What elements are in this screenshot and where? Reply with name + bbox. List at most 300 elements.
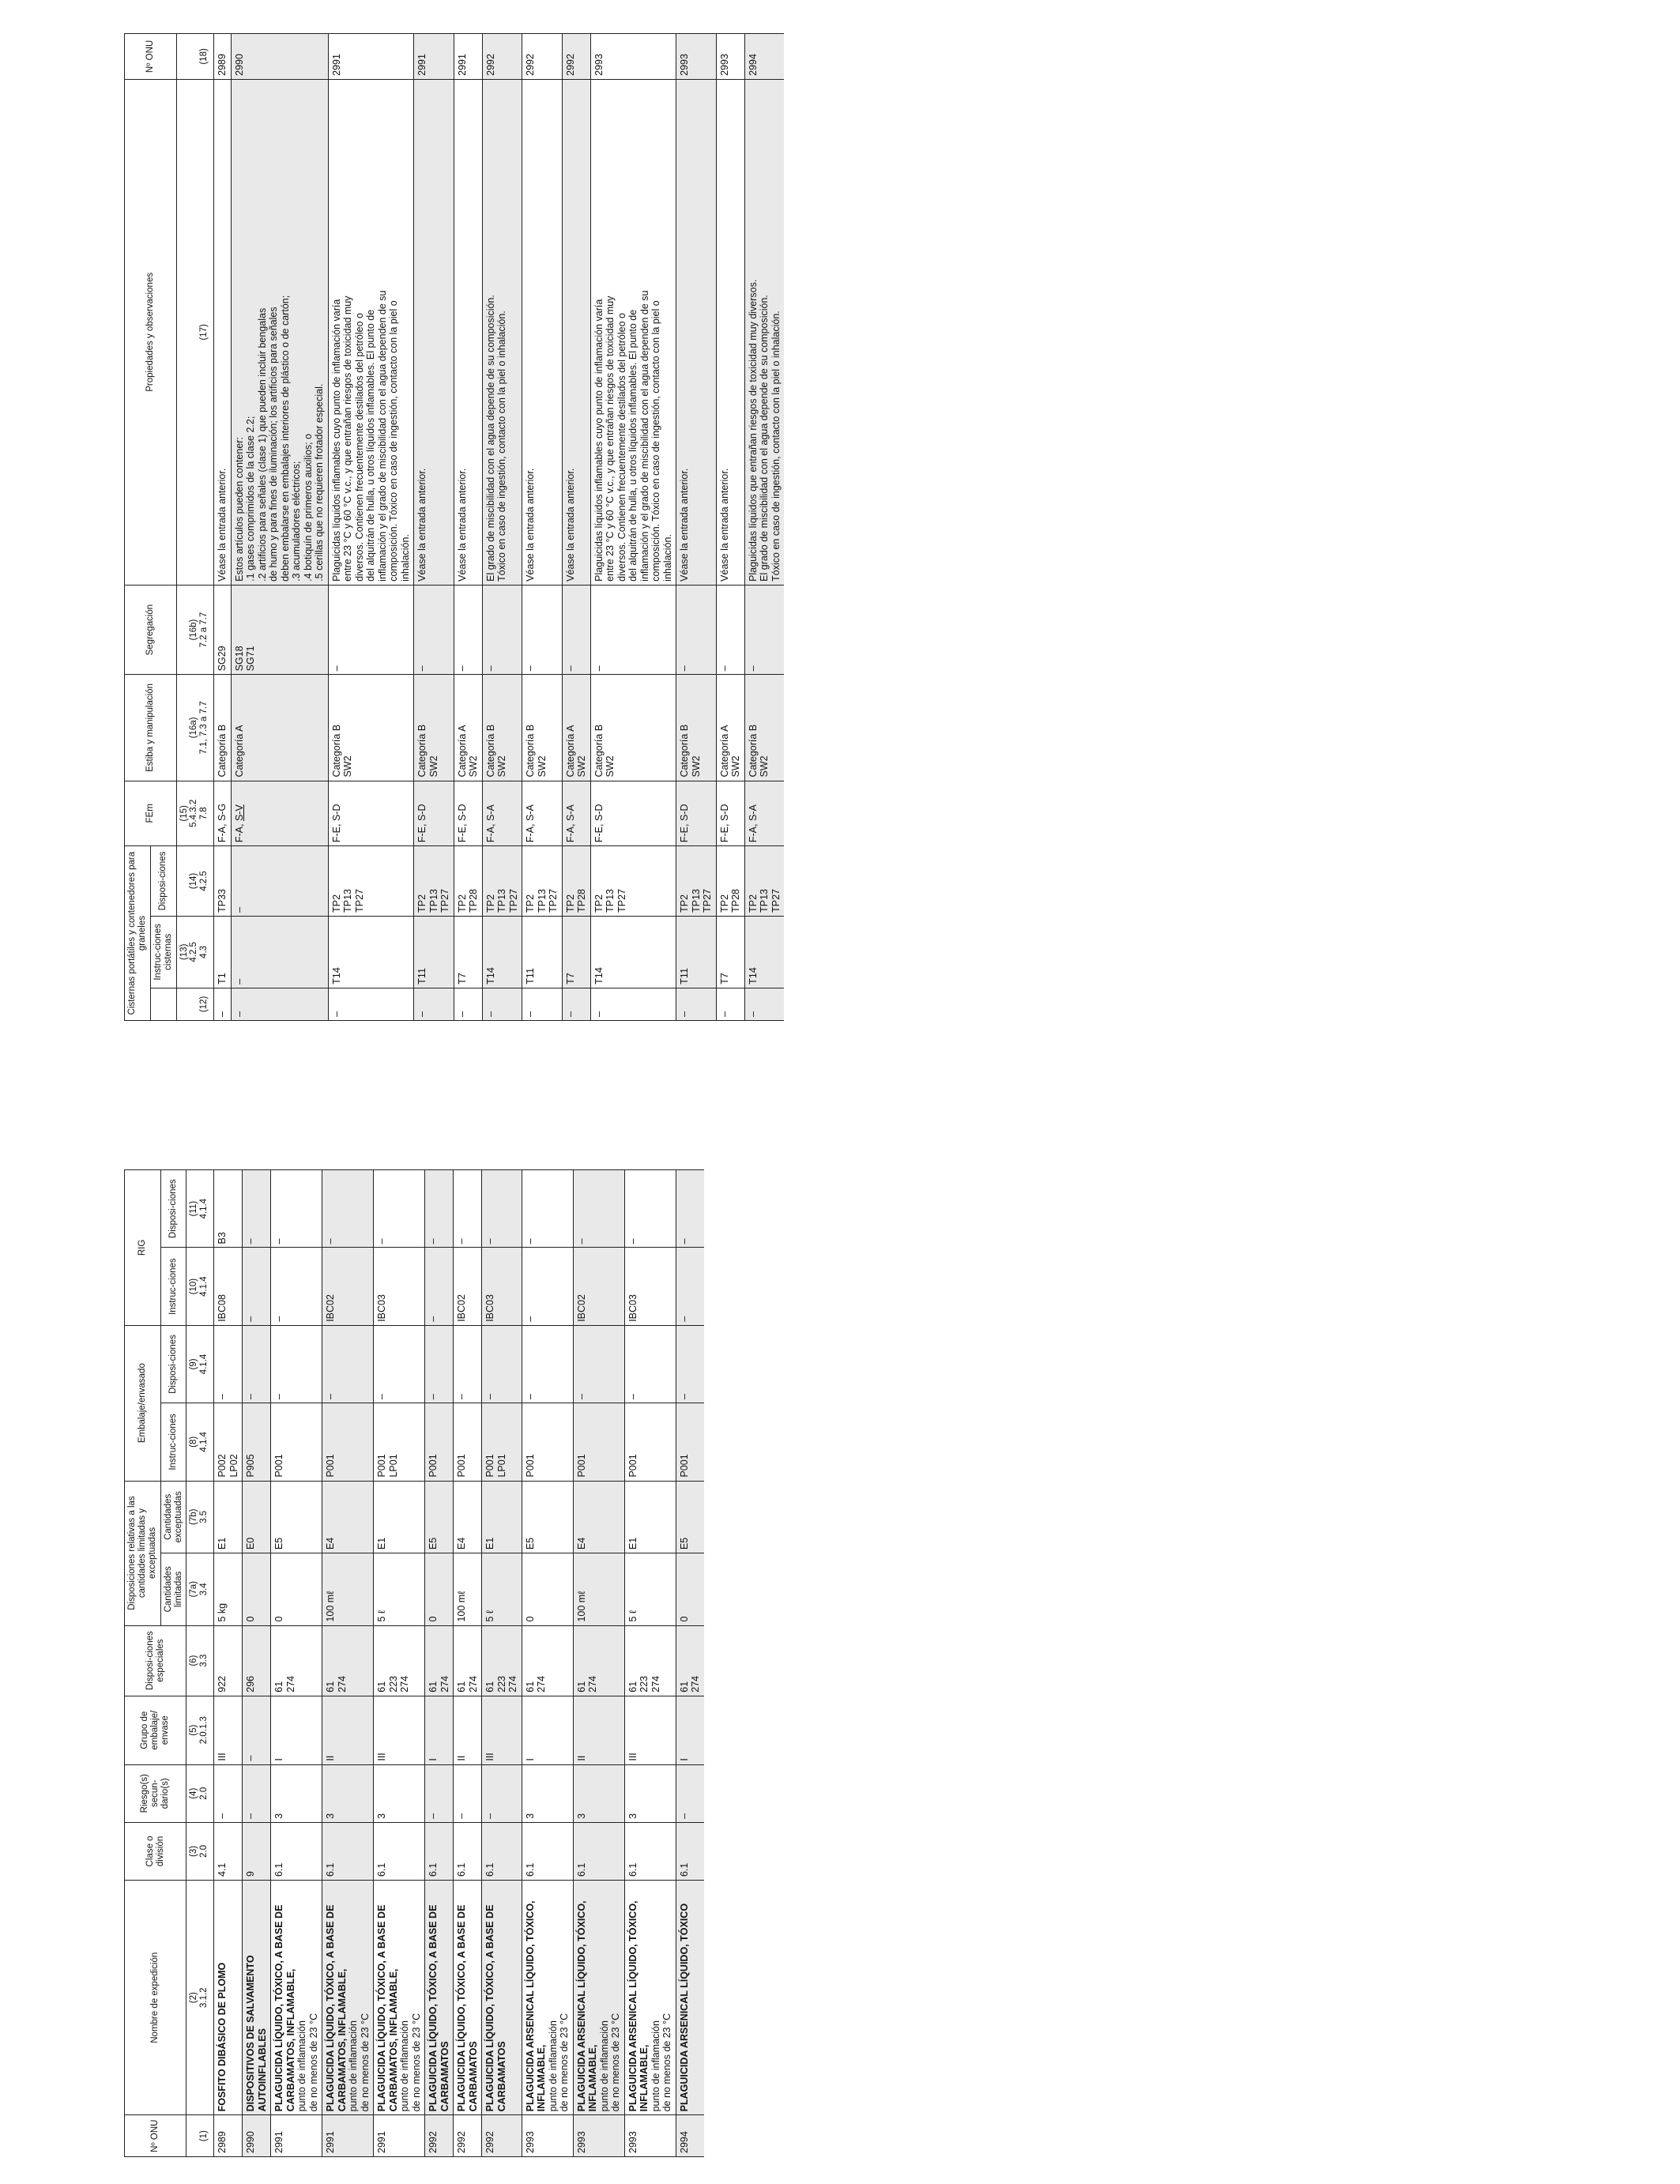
shipping-name-cell (374, 1881, 425, 2115)
packing-instruction-cell: P002 LP02 (214, 1403, 243, 1481)
ibc-provision-cell: – (374, 1170, 425, 1248)
class-cell: 6.1 (425, 1822, 454, 1880)
header-un-number: Nº ONU (125, 2115, 186, 2157)
shipping-name: PLAGUICIDA ARSENICAL LÍQUIDO, TÓXICO, INFLAMABLE, (627, 1900, 650, 2112)
subsidiary-risk-cell: – (243, 1764, 271, 1822)
class-cell: 6.1 (374, 1822, 425, 1880)
stowage-cell: Categoría B SW2 (676, 675, 717, 781)
segregation-cell: – (676, 585, 717, 675)
header-segregation: Segregación (125, 585, 177, 675)
header-ibc-provisions: Disposi-ciones (160, 1170, 186, 1248)
shipping-name-qualifier: punto de inflamación de no menos de 23 °C (547, 2013, 571, 2112)
packing-provision-cell: – (676, 1325, 704, 1403)
tank-provision-cell: TP2 TP13 TP27 (414, 846, 454, 917)
column-number: (13) 4.2.5 4.3 (176, 916, 214, 988)
excepted-quantity-cell: E1 (482, 1481, 522, 1553)
subsidiary-risk-cell: – (676, 1764, 704, 1822)
un-number-cell: 2992 (482, 34, 522, 80)
ibc-provision-cell: – (243, 1170, 271, 1248)
tank-instruction-cell: T1 (214, 916, 232, 988)
class-cell: 6.1 (624, 1822, 676, 1880)
packing-group-cell: III (214, 1696, 243, 1764)
ems-cell: F-E, S-D (676, 781, 717, 846)
shipping-name: PLAGUICIDA LÍQUIDO, TÓXICO, A BASE DE CARBAMATOS, INFLAMABLE, (325, 1904, 348, 2112)
table-row (374, 1170, 425, 2157)
limited-quantity-cell: 5 ℓ (624, 1553, 676, 1625)
limited-quantity-cell: 0 (676, 1553, 704, 1625)
ibc-provision-cell: – (676, 1170, 704, 1248)
stowage-cell: Categoría B SW2 (744, 675, 784, 781)
packing-instruction-cell: P001 LP01 (374, 1403, 425, 1481)
table-row (214, 34, 232, 1021)
ibc-instruction-cell: – (676, 1248, 704, 1325)
ems-cell: F-E, S-D (454, 781, 482, 846)
tank-instruction-cell: T11 (522, 916, 563, 988)
ems-cell: F-A, S-A (744, 781, 784, 846)
shipping-name-qualifier: punto de inflamación de no menos de 23 °C (598, 2013, 622, 2112)
ems-cell: F-A, S-G (214, 781, 232, 846)
ibc-instruction-cell: IBC03 (624, 1248, 676, 1325)
header-ems: FEm (125, 781, 177, 846)
excepted-quantity-cell: E4 (322, 1481, 374, 1553)
stowage-cell: Categoría B SW2 (482, 675, 522, 781)
table-columns-12-18 (124, 33, 784, 1021)
special-provisions-cell: 61 223 274 (374, 1625, 425, 1696)
stowage-cell: Categoría B SW2 (590, 675, 676, 781)
header-packing-instructions: Instruc-ciones (160, 1403, 186, 1481)
packing-instruction-cell: P001 (271, 1403, 322, 1481)
col-12-cell: – (214, 988, 232, 1020)
tank-instruction-cell: T14 (328, 916, 414, 988)
tank-instruction-cell: T11 (676, 916, 717, 988)
special-provisions-cell: 61 274 (573, 1625, 624, 1696)
un-number-cell: 2991 (454, 34, 482, 80)
dangerous-goods-table-part-2 (124, 33, 1396, 1021)
table-row (676, 34, 717, 1021)
ibc-instruction-cell: IBC02 (573, 1248, 624, 1325)
table-row (590, 34, 676, 1021)
limited-quantity-cell: 5 ℓ (374, 1553, 425, 1625)
excepted-quantity-cell: E1 (214, 1481, 243, 1553)
table-row (562, 34, 590, 1021)
stowage-cell: Categoría B (214, 675, 232, 781)
shipping-name: PLAGUICIDA ARSENICAL LÍQUIDO, TÓXICO, INFLAMABLE, (524, 1900, 548, 2112)
shipping-name-qualifier: punto de inflamación de no menos de 23 °C (348, 2013, 371, 2112)
stowage-cell: Categoría A SW2 (454, 675, 482, 781)
limited-quantity-cell: 0 (243, 1553, 271, 1625)
ibc-provision-cell: – (454, 1170, 482, 1248)
stowage-cell: Categoría B SW2 (414, 675, 454, 781)
subsidiary-risk-cell: 3 (573, 1764, 624, 1822)
packing-provision-cell: – (425, 1325, 454, 1403)
class-cell: 4.1 (214, 1822, 243, 1880)
column-number: (9) 4.1.4 (186, 1325, 214, 1403)
subsidiary-risk-cell: – (214, 1764, 243, 1822)
limited-quantity-cell: 0 (425, 1553, 454, 1625)
header-properties: Propiedades y observaciones (125, 79, 177, 585)
ems-cell: F-E, S-D (716, 781, 744, 846)
special-provisions-cell: 61 223 274 (482, 1625, 522, 1696)
shipping-name-qualifier: punto de inflamación de no menos de 23 °C (650, 2013, 673, 2112)
shipping-name: PLAGUICIDA ARSENICAL LÍQUIDO, TÓXICO, INFLAMABLE, (575, 1900, 599, 2112)
excepted-quantity-cell: E4 (573, 1481, 624, 1553)
shipping-name: PLAGUICIDA ARSENICAL LÍQUIDO, TÓXICO (678, 1903, 690, 2112)
properties-cell: Plaguicidas líquidos inflamables cuyo punto de inflamación varía entre 23 °C y 60 °C v.c., y que entrañan riesgos de toxicidad muy diversos. Contienen frecuentemente destilados del petróleo o del alquitrán de hulla, u otros líquidos inflamables. El punto de inflamación y el grado de miscibilidad con el agua dependen de su composición. Tóxico en caso de ingestión, contacto con la piel o inhalación. (328, 79, 414, 585)
un-number-cell: 2991 (414, 34, 454, 80)
packing-instruction-cell: P905 (243, 1403, 271, 1481)
packing-group-cell: III (374, 1696, 425, 1764)
special-provisions-cell: 61 274 (522, 1625, 573, 1696)
special-provisions-cell: 922 (214, 1625, 243, 1696)
packing-provision-cell: – (374, 1325, 425, 1403)
un-number-cell: 2992 (562, 34, 590, 80)
excepted-quantity-cell: E1 (624, 1481, 676, 1553)
ibc-instruction-cell: – (271, 1248, 322, 1325)
special-provisions-cell: 61 274 (676, 1625, 704, 1696)
un-number-cell: 2991 (374, 2115, 425, 2157)
ibc-instruction-cell: IBC03 (482, 1248, 522, 1325)
table-row (573, 1170, 624, 2157)
shipping-name: PLAGUICIDA LÍQUIDO, TÓXICO, A BASE DE CARBAMATOS, INFLAMABLE, (376, 1904, 399, 2112)
segregation-cell: – (482, 585, 522, 675)
shipping-name-qualifier: punto de inflamación de no menos de 23 °C (399, 2013, 422, 2112)
segregation-cell: – (716, 585, 744, 675)
col-12-cell: – (482, 988, 522, 1020)
packing-instruction-cell: P001 (425, 1403, 454, 1481)
ibc-instruction-cell: IBC08 (214, 1248, 243, 1325)
tank-provision-cell: TP33 (214, 846, 232, 917)
segregation-cell: – (590, 585, 676, 675)
header-limited-excepted-group: Disposiciones relativas a las cantidades limitadas y exceptuadas (125, 1481, 161, 1625)
un-number-cell: 2992 (482, 2115, 522, 2157)
header-tank-provisions: Disposi-ciones (150, 846, 176, 917)
header-shipping-name: Nombre de expedición (125, 1881, 186, 2115)
packing-group-cell: I (425, 1696, 454, 1764)
subsidiary-risk-cell: 3 (271, 1764, 322, 1822)
un-number-cell: 2990 (231, 34, 328, 80)
column-number: (11) 4.1.4 (186, 1170, 214, 1248)
ibc-provision-cell: – (624, 1170, 676, 1248)
table-row (425, 1170, 454, 2157)
table-row (322, 1170, 374, 2157)
subsidiary-risk-cell: – (425, 1764, 454, 1822)
segregation-cell: – (328, 585, 414, 675)
header-subsidiary-risk: Riesgo(s) secun-dario(s) (125, 1764, 186, 1822)
header-col-12 (150, 988, 176, 1020)
header-excepted-quantities: Cantidades exceptuadas (160, 1481, 186, 1553)
packing-group-cell: I (522, 1696, 573, 1764)
packing-group-cell: II (454, 1696, 482, 1764)
properties-cell: Plaguicidas líquidos que entrañan riesgos de toxicidad muy diversos. El grado de miscibilidad con el agua depende de su composición. Tóxico en caso de ingestión, contacto con la piel o inhalación. (744, 79, 784, 585)
shipping-name-cell (522, 1881, 573, 2115)
column-number: (4) 2.0 (186, 1764, 214, 1822)
properties-cell: El grado de miscibilidad con el agua depende de su composición. Tóxico en caso de ingestión, contacto con la piel o inhalación. (482, 79, 522, 585)
table-row (744, 34, 784, 1021)
properties-cell: Véase la entrada anterior. (414, 79, 454, 585)
shipping-name: FOSFITO DIBÁSICO DE PLOMO (217, 1962, 228, 2112)
tank-provision-cell: TP2 TP28 (562, 846, 590, 917)
subsidiary-risk-cell: 3 (374, 1764, 425, 1822)
excepted-quantity-cell: E4 (454, 1481, 482, 1553)
shipping-name: PLAGUICIDA LÍQUIDO, TÓXICO, A BASE DE CARBAMATOS (456, 1904, 479, 2112)
packing-instruction-cell: P001 (322, 1403, 374, 1481)
properties-cell: Véase la entrada anterior. (522, 79, 563, 585)
packing-provision-cell: – (454, 1325, 482, 1403)
table-row (328, 34, 414, 1021)
header-un-number-right: Nº ONU (125, 34, 177, 80)
column-number: (1) (186, 2115, 214, 2157)
shipping-name-cell (676, 1881, 704, 2115)
column-number: (5) 2.0.1.3 (186, 1696, 214, 1764)
tank-instruction-cell: T7 (454, 916, 482, 988)
tank-instruction-cell: T11 (414, 916, 454, 988)
packing-instruction-cell: P001 (676, 1403, 704, 1481)
table-row (676, 1170, 704, 2157)
segregation-cell: – (522, 585, 563, 675)
tank-instruction-cell: T14 (482, 916, 522, 988)
packing-group-cell: II (322, 1696, 374, 1764)
shipping-name: PLAGUICIDA LÍQUIDO, TÓXICO, A BASE DE CARBAMATOS, INFLAMABLE, (273, 1904, 296, 2112)
properties-cell: Plaguicidas líquidos inflamables cuyo punto de inflamación varía entre 23 °C y 60 °C v.c., y que entrañan riesgos de toxicidad muy diversos. Contienen frecuentemente destilados del petróleo o del alquitrán de hulla, u otros líquidos inflamables. El punto de inflamación y el grado de miscibilidad con el agua dependen de su composición. Tóxico en caso de ingestión, contacto con la piel o inhalación. (590, 79, 676, 585)
column-number: (7b) 3.5 (186, 1481, 214, 1553)
tank-provision-cell: TP2 TP28 (454, 846, 482, 917)
un-number-cell: 2993 (716, 34, 744, 80)
un-number-cell: 2994 (744, 34, 784, 80)
col-12-cell: – (454, 988, 482, 1020)
segregation-cell: – (454, 585, 482, 675)
tank-instruction-cell: – (231, 916, 328, 988)
excepted-quantity-cell: E1 (374, 1481, 425, 1553)
limited-quantity-cell: 5 ℓ (482, 1553, 522, 1625)
stowage-cell: Categoría B SW2 (522, 675, 563, 781)
class-cell: 6.1 (271, 1822, 322, 1880)
ibc-instruction-cell: IBC02 (454, 1248, 482, 1325)
column-number: (16a) 7.1, 7.3 a 7.7 (176, 675, 214, 781)
ibc-provision-cell: – (573, 1170, 624, 1248)
ems-cell: F-A, S-A (482, 781, 522, 846)
segregation-cell: – (414, 585, 454, 675)
shipping-name-qualifier: punto de inflamación de no menos de 23 °C (296, 2013, 319, 2112)
table-row (716, 34, 744, 1021)
column-number: (10) 4.1.4 (186, 1248, 214, 1325)
table-row (454, 1170, 482, 2157)
packing-instruction-cell: P001 (573, 1403, 624, 1481)
properties-cell: Véase la entrada anterior. (214, 79, 232, 585)
subsidiary-risk-cell: – (454, 1764, 482, 1822)
packing-provision-cell: – (214, 1325, 243, 1403)
properties-cell: Véase la entrada anterior. (676, 79, 717, 585)
class-cell: 6.1 (454, 1822, 482, 1880)
header-packing-provisions: Disposi-ciones (160, 1325, 186, 1403)
special-provisions-cell: 61 274 (425, 1625, 454, 1696)
un-number-cell: 2991 (322, 2115, 374, 2157)
ems-cell: F-E, S-D (328, 781, 414, 846)
ibc-provision-cell: B3 (214, 1170, 243, 1248)
packing-provision-cell: – (624, 1325, 676, 1403)
subsidiary-risk-cell: 3 (322, 1764, 374, 1822)
column-number: (18) (176, 34, 214, 80)
shipping-name-cell (322, 1881, 374, 2115)
tank-instruction-cell: T7 (716, 916, 744, 988)
subsidiary-risk-cell: – (482, 1764, 522, 1822)
tank-provision-cell: TP2 TP13 TP27 (482, 846, 522, 917)
ibc-provision-cell: – (522, 1170, 573, 1248)
table-row (231, 34, 328, 1021)
packing-provision-cell: – (322, 1325, 374, 1403)
tank-provision-cell: TP2 TP13 TP27 (744, 846, 784, 917)
un-number-cell: 2993 (624, 2115, 676, 2157)
class-cell: 6.1 (322, 1822, 374, 1880)
packing-group-cell: I (676, 1696, 704, 1764)
shipping-name-cell (243, 1881, 271, 2115)
table-columns-1-11 (124, 1169, 704, 2157)
properties-cell: Véase la entrada anterior. (562, 79, 590, 585)
header-packing-group-heading: Embalaje/envasado (125, 1325, 161, 1481)
special-provisions-cell: 61 274 (454, 1625, 482, 1696)
packing-provision-cell: – (482, 1325, 522, 1403)
ems-cell: F-E, S-D (414, 781, 454, 846)
tank-provision-cell: TP2 TP13 TP27 (590, 846, 676, 917)
packing-group-cell: III (624, 1696, 676, 1764)
ibc-instruction-cell: – (243, 1248, 271, 1325)
un-number-cell: 2990 (243, 2115, 271, 2157)
col-12-cell: – (676, 988, 717, 1020)
un-number-cell: 2992 (425, 2115, 454, 2157)
ems-cell: F-A, S-A (562, 781, 590, 846)
ems-cell: F-A, S-V (231, 781, 328, 846)
packing-instruction-cell: P001 (454, 1403, 482, 1481)
class-cell: 6.1 (522, 1822, 573, 1880)
dangerous-goods-table-part-1 (124, 1169, 1396, 2157)
ems-cell: F-A, S-A (522, 781, 563, 846)
excepted-quantity-cell: E5 (271, 1481, 322, 1553)
col-12-cell: – (328, 988, 414, 1020)
table-row (482, 34, 522, 1021)
column-number: (12) (176, 988, 214, 1020)
column-number: (17) (176, 79, 214, 585)
un-number-cell: 2991 (271, 2115, 322, 2157)
properties-cell: Véase la entrada anterior. (454, 79, 482, 585)
packing-provision-cell: – (243, 1325, 271, 1403)
un-number-cell: 2993 (676, 34, 717, 80)
table-row (482, 1170, 522, 2157)
un-number-cell: 2993 (522, 2115, 573, 2157)
table-row (624, 1170, 676, 2157)
packing-provision-cell: – (271, 1325, 322, 1403)
header-stowage: Estiba y manipulación (125, 675, 177, 781)
table-row (454, 34, 482, 1021)
table-row (414, 34, 454, 1021)
table-row (214, 1170, 243, 2157)
shipping-name: PLAGUICIDA LÍQUIDO, TÓXICO, A BASE DE CARBAMATOS (484, 1904, 507, 2112)
shipping-name-cell (624, 1881, 676, 2115)
tank-provision-cell: TP2 TP13 TP27 (328, 846, 414, 917)
header-packing-group: Grupo de embalaje/ envase (125, 1696, 186, 1764)
class-cell: 6.1 (482, 1822, 522, 1880)
ibc-provision-cell: – (482, 1170, 522, 1248)
col-12-cell: – (562, 988, 590, 1020)
shipping-name-cell (482, 1881, 522, 2115)
col-12-cell: – (744, 988, 784, 1020)
ems-cell: F-E, S-D (590, 781, 676, 846)
limited-quantity-cell: 0 (522, 1553, 573, 1625)
packing-instruction-cell: P001 (624, 1403, 676, 1481)
un-number-cell: 2989 (214, 2115, 243, 2157)
col-12-cell: – (716, 988, 744, 1020)
limited-quantity-cell: 0 (271, 1553, 322, 1625)
table-row (522, 1170, 573, 2157)
un-number-cell: 2993 (590, 34, 676, 80)
stowage-cell: Categoría A (231, 675, 328, 781)
ibc-instruction-cell: IBC02 (322, 1248, 374, 1325)
class-cell: 6.1 (573, 1822, 624, 1880)
shipping-name: DISPOSITIVOS DE SALVAMENTO AUTOINFLABLES (245, 1955, 268, 2112)
stowage-cell: Categoría A SW2 (562, 675, 590, 781)
stowage-cell: Categoría B SW2 (328, 675, 414, 781)
ibc-provision-cell: – (271, 1170, 322, 1248)
header-special-provisions: Disposi-ciones especiales (125, 1625, 186, 1696)
un-number-cell: 2994 (676, 2115, 704, 2157)
un-number-cell: 2993 (573, 2115, 624, 2157)
excepted-quantity-cell: E0 (243, 1481, 271, 1553)
ibc-instruction-cell: – (522, 1248, 573, 1325)
shipping-name-cell (425, 1881, 454, 2115)
segregation-cell: – (562, 585, 590, 675)
tank-instruction-cell: T14 (590, 916, 676, 988)
un-number-cell: 2992 (454, 2115, 482, 2157)
limited-quantity-cell: 100 mℓ (573, 1553, 624, 1625)
table-row (243, 1170, 271, 2157)
limited-quantity-cell: 100 mℓ (454, 1553, 482, 1625)
tank-provision-cell: TP2 TP13 TP27 (522, 846, 563, 917)
ibc-instruction-cell: – (425, 1248, 454, 1325)
col-12-cell: – (590, 988, 676, 1020)
packing-provision-cell: – (573, 1325, 624, 1403)
shipping-name-cell (214, 1881, 243, 2115)
properties-cell: Véase la entrada anterior. (716, 79, 744, 585)
tank-instruction-cell: T14 (744, 916, 784, 988)
header-ibc-group: RIG (125, 1170, 161, 1326)
packing-instruction-cell: P001 LP01 (482, 1403, 522, 1481)
segregation-cell: SG18 SG71 (231, 585, 328, 675)
limited-quantity-cell: 100 mℓ (322, 1553, 374, 1625)
shipping-name-cell (454, 1881, 482, 2115)
shipping-name-cell (573, 1881, 624, 2115)
column-number: (8) 4.1.4 (186, 1403, 214, 1481)
column-number: (14) 4.2.5 (176, 846, 214, 917)
properties-cell: Estos artículos pueden contener: .1 gases comprimidos de la clase 2.2; .2 artificios para señales (clase 1) que pueden incluir bengalas de humo y para fines de iluminación; los artificios para señales deben embalarse en embalajes interiores de plástico o de cartón; .3 acumuladores eléctricos; .4 botiquín de primeros auxilios; o .5 cerillas que no requieren frotador especial. (231, 79, 328, 585)
un-number-cell: 2992 (522, 34, 563, 80)
col-12-cell: – (522, 988, 563, 1020)
excepted-quantity-cell: E5 (522, 1481, 573, 1553)
un-number-cell: 2991 (328, 34, 414, 80)
table-row (271, 1170, 322, 2157)
special-provisions-cell: 61 274 (322, 1625, 374, 1696)
ibc-provision-cell: – (322, 1170, 374, 1248)
tank-provision-cell: TP2 TP13 TP27 (676, 846, 717, 917)
ibc-instruction-cell: IBC03 (374, 1248, 425, 1325)
column-number: (7a) 3.4 (186, 1553, 214, 1625)
packing-group-cell: – (243, 1696, 271, 1764)
class-cell: 9 (243, 1822, 271, 1880)
tank-provision-cell: TP2 TP28 (716, 846, 744, 917)
header-ibc-instructions: Instruc-ciones (160, 1248, 186, 1325)
header-tank-instructions: Instruc-ciones cisternas (150, 916, 176, 988)
special-provisions-cell: 61 223 274 (624, 1625, 676, 1696)
shipping-name: PLAGUICIDA LÍQUIDO, TÓXICO, A BASE DE CARBAMATOS (428, 1904, 450, 2112)
column-number: (15) 5.4.3.2 7.8 (176, 781, 214, 846)
column-number: (3) 2.0 (186, 1822, 214, 1880)
